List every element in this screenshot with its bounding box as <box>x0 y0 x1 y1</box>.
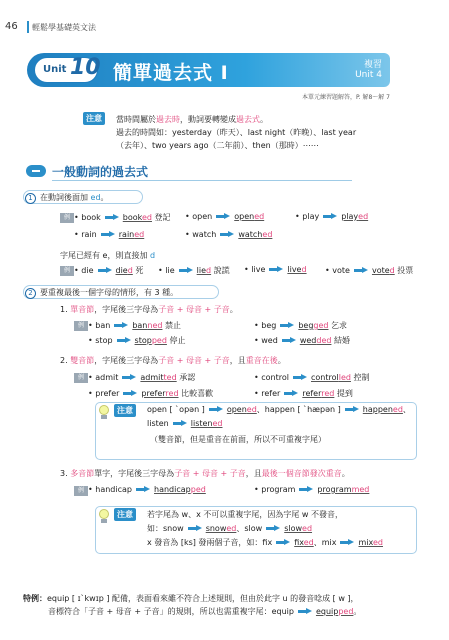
verb-example <box>254 335 350 346</box>
past-form: booked <box>122 213 152 222</box>
bullet: • <box>185 230 193 239</box>
bullet: • <box>88 485 96 494</box>
past-form: stopped <box>134 336 167 345</box>
example-tag: 例 <box>74 372 92 383</box>
base-verb: program <box>261 485 296 494</box>
verb-example <box>88 388 213 399</box>
review-label: 複習 <box>363 60 382 70</box>
arrow-right-icon <box>354 267 368 274</box>
arrow-right-icon <box>117 337 131 344</box>
past-form: controlled <box>311 373 351 382</box>
special-case: 特例：equip [ ɪˋkwɪp ] 配備，表面看來雖不符合上述規則，但由於此字 u 的發音唸成 [ w ]， 音標符合「子音 + 母音 + 子音」的規則，所以也需重複字尾：equip equipped。 <box>23 594 362 616</box>
past-form: voted <box>371 266 395 275</box>
past-form: rained <box>118 230 145 239</box>
example-tag: 例 <box>74 320 92 331</box>
verb-example <box>74 265 143 276</box>
verb-example <box>88 485 206 494</box>
base-verb: watch <box>192 230 217 239</box>
verb-example <box>88 320 181 331</box>
bullet: • <box>158 266 166 275</box>
arrow-right-icon <box>293 374 307 381</box>
past-form: preferred <box>141 389 179 398</box>
note1-text: 當時間屬於過去時，動詞要轉變成過去式。 過去的時間如：yesterday（昨天）、last night（昨晚）、last year （去年）、two years ago（二年前）、then（那時）⋯⋯ <box>116 115 357 150</box>
past-form: played <box>341 212 369 221</box>
base-verb: book <box>81 213 101 222</box>
base-verb: beg <box>261 321 277 330</box>
meaning: 比較喜歡 <box>181 389 214 398</box>
page-title: 簡單過去式 I <box>113 62 229 84</box>
bullet: • <box>254 485 262 494</box>
rule1: 1 在動詞後面加 ed。 <box>25 192 109 204</box>
meaning: 禁止 <box>165 321 182 330</box>
verb-example <box>254 372 370 383</box>
bullet: • <box>88 373 96 382</box>
arrow-right-icon <box>179 267 193 274</box>
meaning: 提到 <box>336 389 353 398</box>
meaning: 說謊 <box>213 266 230 275</box>
base-verb: wed <box>261 336 278 345</box>
base-verb: prefer <box>95 389 120 398</box>
page-number: 46 <box>5 21 18 32</box>
example-tag: 例 <box>74 485 92 496</box>
base-verb: rain <box>81 230 97 239</box>
arrow-right-icon <box>101 231 115 238</box>
rule2: 2 要重複最後一個字母的情形，有 3 種。 <box>25 287 178 299</box>
verb-example <box>88 335 185 346</box>
book-title: 輕鬆學基礎英文法 <box>32 23 96 32</box>
past-form: referred <box>302 389 335 398</box>
past-form: lived <box>287 265 307 274</box>
note3-tag: 注意 <box>114 508 136 521</box>
verb-example <box>88 372 195 383</box>
meaning: 承認 <box>179 373 196 382</box>
bullet: • <box>88 336 96 345</box>
past-form: admitted <box>140 373 177 382</box>
base-verb: live <box>251 265 266 274</box>
base-verb: handicap <box>95 485 132 494</box>
arrow-right-icon <box>98 267 112 274</box>
lightbulb-icon <box>97 405 111 421</box>
base-verb: vote <box>332 266 350 275</box>
verb-example <box>254 485 369 494</box>
note2-line3: （雙音節，但是重音在前面，所以不可重複字尾） <box>150 435 326 444</box>
past-form: wedded <box>299 336 332 345</box>
section-divider <box>52 180 352 181</box>
example-tag: 例 <box>60 265 78 276</box>
e-rule: 字尾已經有 e，則直接加 d <box>60 251 156 260</box>
bullet: • <box>244 265 252 274</box>
past-form: lied <box>196 266 212 275</box>
base-verb: admit <box>95 373 119 382</box>
review-unit-link[interactable]: Unit 4 <box>355 70 382 80</box>
arrow-right-icon <box>269 266 283 273</box>
meaning: 停止 <box>169 336 186 345</box>
sub1-heading: 1. 單音節，字尾後三字母為子音 + 母音 + 子音。 <box>60 305 238 314</box>
bullet: • <box>254 336 262 345</box>
arrow-right-icon <box>323 213 337 220</box>
note2-line2: listen listened <box>147 419 223 428</box>
verb-example <box>295 212 368 221</box>
note2-tag: 注意 <box>114 404 136 417</box>
bullet: • <box>88 321 96 330</box>
verb-example <box>254 320 347 331</box>
answer-note: 本單元練習題解答，P. 解8～解 7 <box>301 94 390 101</box>
section-title: 一般動詞的過去式 <box>52 165 149 179</box>
verb-example <box>185 230 272 239</box>
meaning: 控制 <box>353 373 370 382</box>
verb-example <box>158 265 230 276</box>
past-form: watched <box>238 230 273 239</box>
minus-icon <box>26 165 46 177</box>
arrow-right-icon <box>280 322 294 329</box>
note-tag: 注意 <box>83 112 105 125</box>
arrow-right-icon <box>299 486 313 493</box>
unit-number: 10 <box>70 55 101 80</box>
base-verb: ban <box>95 321 111 330</box>
past-form: died <box>115 266 133 275</box>
past-form: programmed <box>317 485 370 494</box>
unit-word: Unit <box>43 64 67 75</box>
base-verb: lie <box>165 266 175 275</box>
bullet: • <box>185 212 193 221</box>
bullet: • <box>74 230 82 239</box>
bullet: • <box>295 212 303 221</box>
note3-line1: 若字尾為 w、x 不可以重複字尾，因為字尾 w 不發音， <box>147 510 343 519</box>
arrow-right-icon <box>282 337 296 344</box>
note3-line2: 如：snow snowed、slow slowed <box>147 524 313 533</box>
bullet: • <box>254 373 262 382</box>
meaning: 投票 <box>397 266 414 275</box>
example-tag: 例 <box>60 212 78 223</box>
header-divider <box>27 21 29 33</box>
sub2-heading: 2. 雙音節，字尾後三字母為子音 + 母音 + 子音，且重音在後。 <box>60 356 286 365</box>
arrow-right-icon <box>220 231 234 238</box>
base-verb: open <box>192 212 213 221</box>
meaning: 死 <box>135 266 144 275</box>
bullet: • <box>254 389 262 398</box>
note2-line1: open [ ˋopən ] opened、happen [ ˋhæpən ] happened、 <box>147 405 411 414</box>
bullet: • <box>254 321 262 330</box>
past-form: begged <box>298 321 329 330</box>
arrow-right-icon <box>114 322 128 329</box>
bullet: • <box>325 266 333 275</box>
verb-example <box>185 212 264 221</box>
past-form: opened <box>234 212 265 221</box>
arrow-right-icon <box>216 213 230 220</box>
bullet: • <box>88 389 96 398</box>
arrow-right-icon <box>123 390 137 397</box>
arrow-right-icon <box>105 214 119 221</box>
bullet: • <box>74 266 82 275</box>
bullet: • <box>74 213 82 222</box>
base-verb: refer <box>261 389 281 398</box>
lightbulb-icon <box>97 509 111 525</box>
base-verb: stop <box>95 336 113 345</box>
base-verb: play <box>302 212 320 221</box>
note3-line3: x 發音為 [ks] 發兩個子音，如：fix fixed、mix mixed <box>147 538 383 547</box>
verb-example <box>74 212 171 223</box>
verb-example <box>74 230 144 239</box>
past-form: handicapped <box>154 485 206 494</box>
base-verb: die <box>81 266 94 275</box>
arrow-right-icon <box>122 374 136 381</box>
sub3-heading: 3. 多音節單字，字尾後三字母為子音 + 母音 + 子音，且最後一個音節發次重音。 <box>60 469 350 478</box>
verb-example <box>254 388 353 399</box>
verb-example <box>244 265 307 274</box>
meaning: 乞求 <box>331 321 348 330</box>
meaning: 結婚 <box>333 336 350 345</box>
meaning: 登記 <box>154 213 171 222</box>
base-verb: control <box>261 373 289 382</box>
past-form: banned <box>132 321 163 330</box>
arrow-right-icon <box>284 390 298 397</box>
arrow-right-icon <box>136 486 150 493</box>
verb-example <box>325 265 413 276</box>
